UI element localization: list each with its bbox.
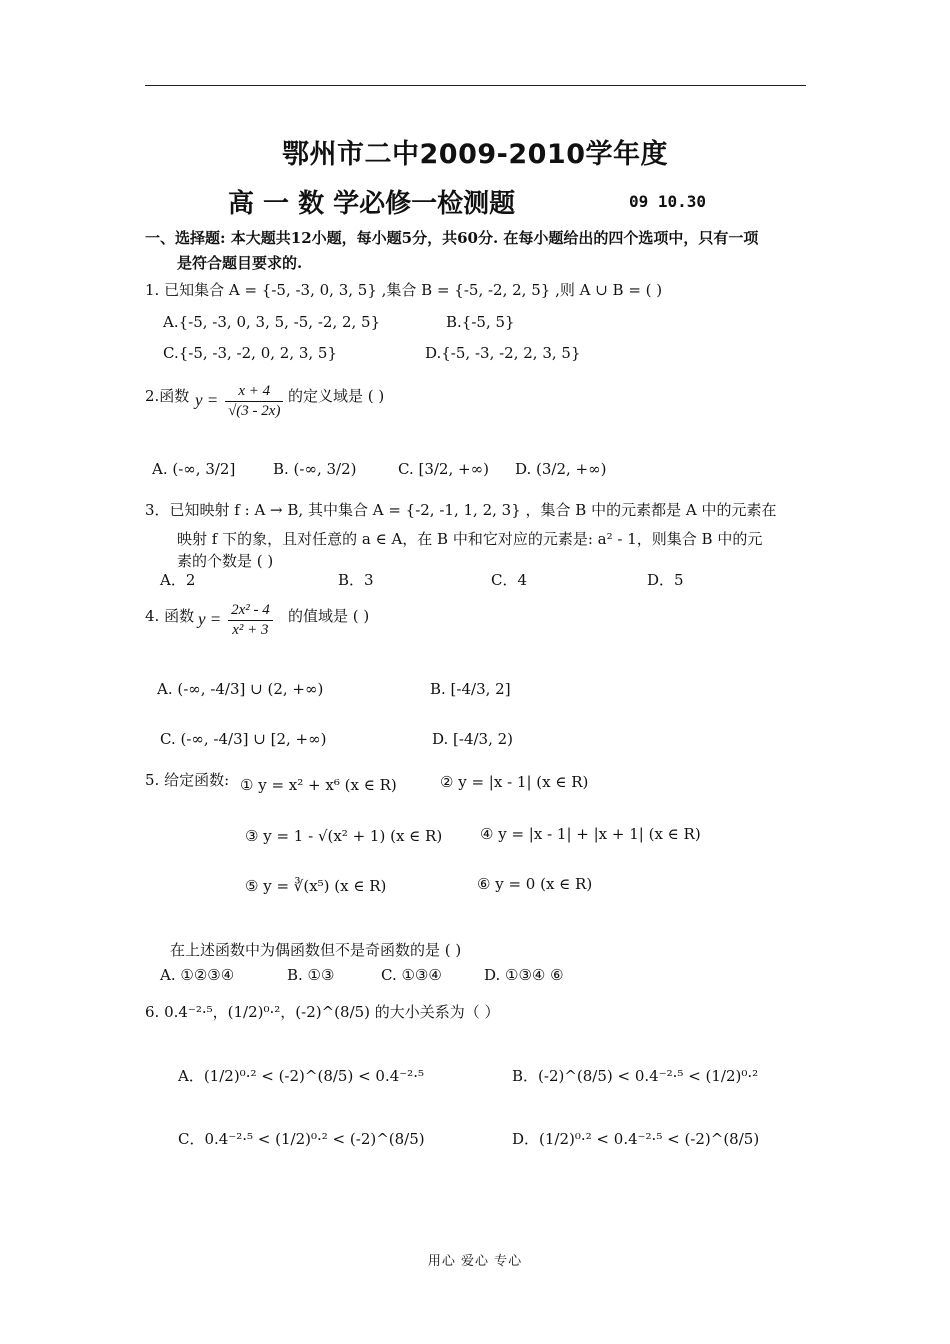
q3-option-c: C．4 bbox=[491, 571, 528, 589]
q5-function-2: ② y = |x - 1| (x ∈ R) bbox=[440, 773, 589, 791]
q1-option-c: C.{-5, -3, -2, 0, 2, 3, 5} bbox=[163, 344, 338, 362]
header-rule bbox=[145, 85, 806, 86]
q4-option-d: D. [-4/3, 2) bbox=[432, 730, 514, 748]
q4-option-a: A. (-∞, -4/3] ∪ (2, +∞) bbox=[157, 680, 324, 698]
section-heading-cont: 是符合题目要求的. bbox=[177, 254, 303, 272]
q2-option-b: B. (-∞, 3/2) bbox=[273, 460, 357, 478]
q4-fraction bbox=[228, 603, 273, 638]
q4-option-b: B. [-4/3, 2] bbox=[430, 680, 511, 698]
q5-function-4: ④ y = |x - 1| + |x + 1| (x ∈ R) bbox=[480, 825, 701, 843]
page-footer: 用心 爱心 专心 bbox=[427, 1254, 523, 1269]
q2-lhs: y = bbox=[195, 390, 219, 410]
q3-option-d: D．5 bbox=[647, 571, 684, 589]
q5-prefix: 5. 给定函数: bbox=[145, 771, 230, 789]
page-subtitle: 高 一 数 学必修一检测题 bbox=[228, 189, 516, 219]
q5-option-c: C. ①③④ bbox=[381, 966, 442, 984]
q2-prefix: 2.函数 bbox=[145, 387, 190, 405]
q1-stem: 1. 已知集合 A = {-5, -3, 0, 3, 5} ,集合 B = {-5, -2, 2, 5} ,则 A ∪ B = ( ) bbox=[145, 281, 663, 299]
q6-stem: 6. 0.4⁻²·⁵，(1/2)⁰·²，(-2)^(8/5) 的大小关系为（ ） bbox=[145, 1003, 500, 1021]
q5-question: 在上述函数中为偶函数但不是奇函数的是 ( ) bbox=[170, 941, 462, 959]
q2-option-c: C. [3/2, +∞) bbox=[398, 460, 489, 478]
q6-option-b: B．(-2)^(8/5) < 0.4⁻²·⁵ < (1/2)⁰·² bbox=[512, 1067, 759, 1085]
q4-prefix: 4. 函数 bbox=[145, 607, 195, 625]
q2-option-d: D. (3/2, +∞) bbox=[515, 460, 607, 478]
q4-formula bbox=[198, 603, 275, 638]
page-title: 鄂州市二中2009-2010学年度 bbox=[282, 139, 668, 170]
q5-option-d: D. ①③④ ⑥ bbox=[484, 966, 564, 984]
q5-function-5: ⑤ y = ∛(x⁵) (x ∈ R) bbox=[245, 877, 387, 895]
exam-date: 09 10.30 bbox=[629, 192, 707, 211]
q5-function-3: ③ y = 1 - √(x² + 1) (x ∈ R) bbox=[245, 827, 443, 845]
q4-denominator: x² + 3 bbox=[232, 622, 269, 638]
q5-function-6: ⑥ y = 0 (x ∈ R) bbox=[477, 875, 593, 893]
q3-option-b: B．3 bbox=[338, 571, 374, 589]
q4-suffix: 的值域是 ( ) bbox=[288, 607, 370, 625]
q2-fraction bbox=[225, 384, 283, 419]
q4-numerator: 2x² - 4 bbox=[228, 603, 273, 621]
q1-option-b: B.{-5, 5} bbox=[446, 313, 515, 331]
section-heading: 一、选择题: 本大题共12小题，每小题5分，共60分. 在每小题给出的四个选项中，只有一项 bbox=[145, 229, 759, 247]
q3-line1: 3．已知映射 f : A → B, 其中集合 A = {-2, -1, 1, 2, 3} ，集合 B 中的元素都是 A 中的元素在 bbox=[145, 501, 777, 519]
q2-option-a: A. (-∞, 3/2] bbox=[152, 460, 236, 478]
q5-option-b: B. ①③ bbox=[287, 966, 335, 984]
q1-option-d: D.{-5, -3, -2, 2, 3, 5} bbox=[425, 344, 581, 362]
q2-numerator: x + 4 bbox=[225, 384, 283, 402]
q5-option-a: A. ①②③④ bbox=[160, 966, 235, 984]
q4-lhs: y = bbox=[198, 609, 222, 629]
q4-option-c: C. (-∞, -4/3] ∪ [2, +∞) bbox=[160, 730, 327, 748]
q3-option-a: A．2 bbox=[160, 571, 196, 589]
q2-denominator: √(3 - 2x) bbox=[228, 403, 281, 419]
q2-suffix: 的定义域是 ( ) bbox=[288, 387, 385, 405]
q3-line3: 素的个数是 ( ) bbox=[177, 552, 274, 570]
q1-option-a: A.{-5, -3, 0, 3, 5, -5, -2, 2, 5} bbox=[163, 313, 381, 331]
q2-formula bbox=[195, 384, 285, 419]
q5-function-1: ① y = x² + x⁶ (x ∈ R) bbox=[240, 776, 397, 794]
q6-option-a: A．(1/2)⁰·² < (-2)^(8/5) < 0.4⁻²·⁵ bbox=[178, 1067, 424, 1085]
q6-option-d: D．(1/2)⁰·² < 0.4⁻²·⁵ < (-2)^(8/5) bbox=[512, 1130, 760, 1148]
q3-line2: 映射 f 下的象，且对任意的 a ∈ A，在 B 中和它对应的元素是: a² - 1，则集合 B 中的元 bbox=[177, 530, 763, 548]
q6-option-c: C．0.4⁻²·⁵ < (1/2)⁰·² < (-2)^(8/5) bbox=[178, 1130, 425, 1148]
